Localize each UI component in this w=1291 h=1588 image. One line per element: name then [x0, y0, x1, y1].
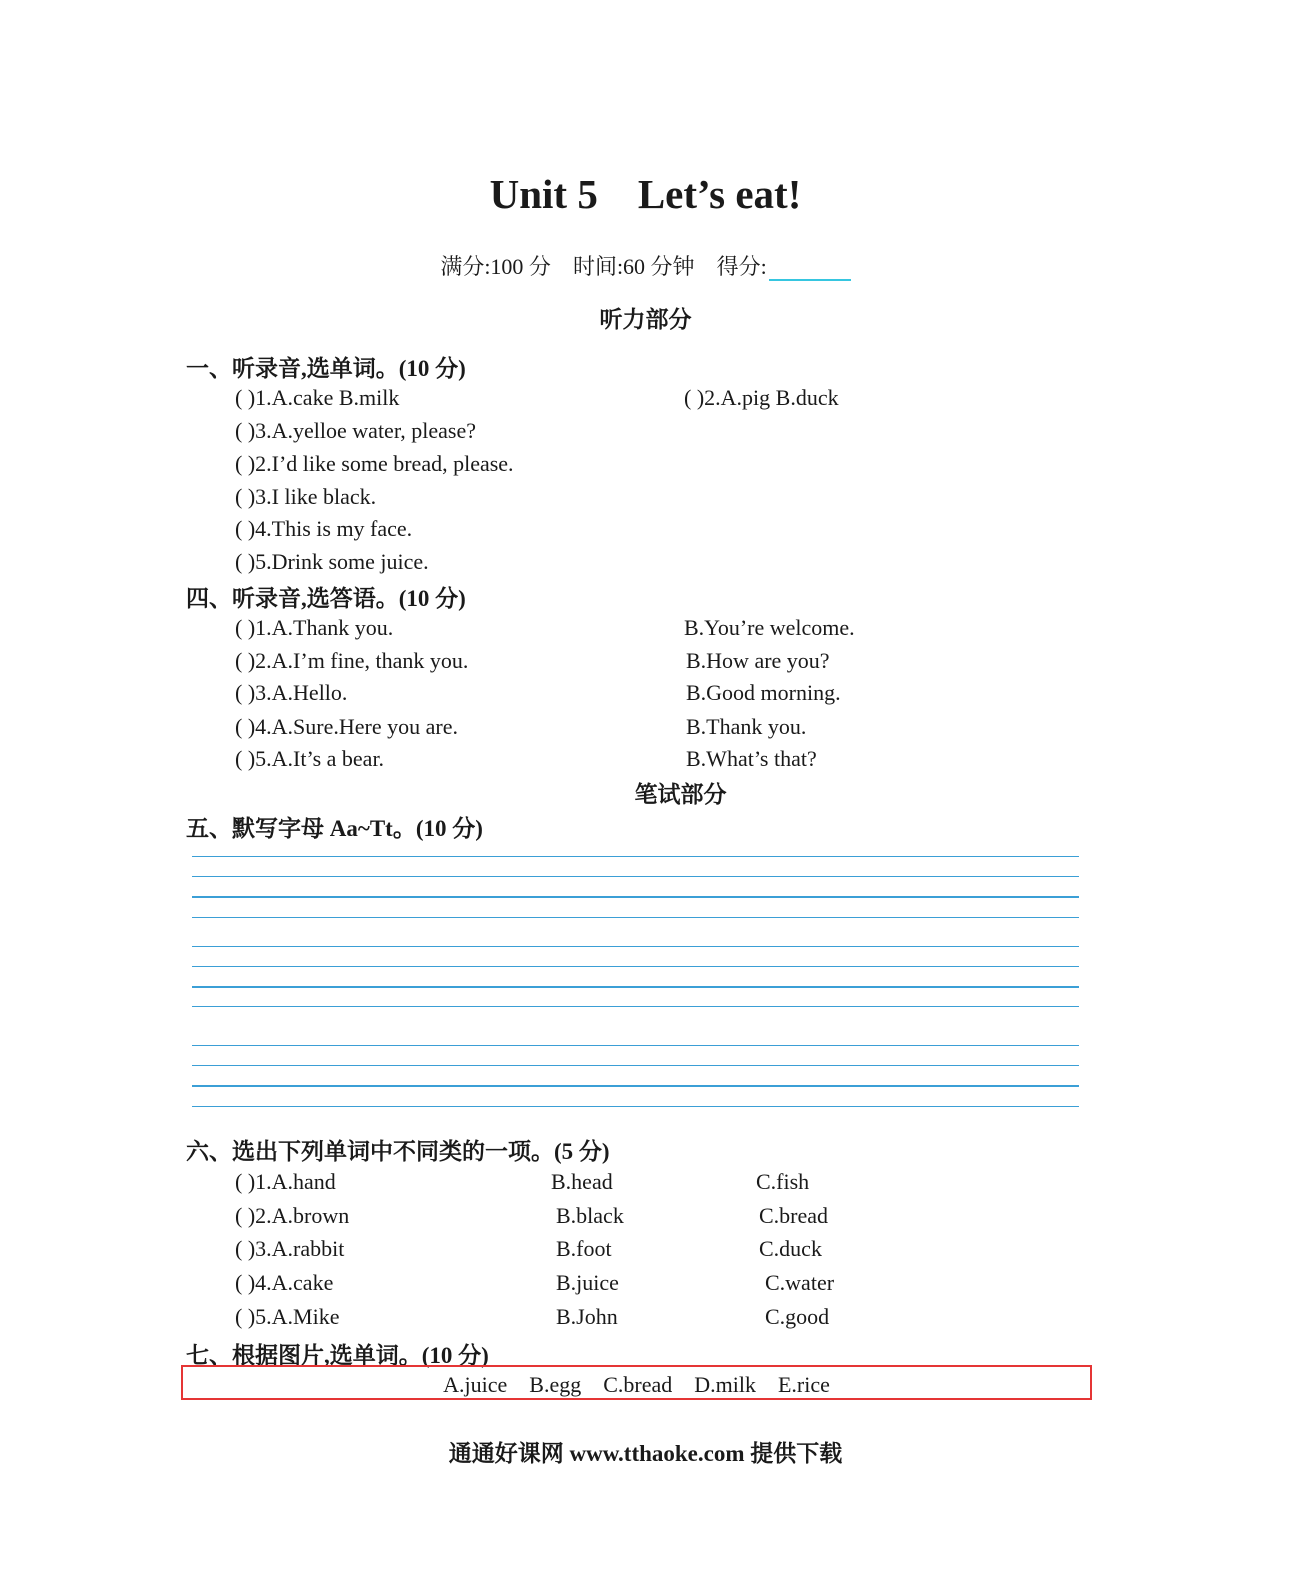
word-bank [183, 1372, 1090, 1398]
section4-item-a: ( )1.A.Thank you. [235, 615, 394, 640]
section6-item-a: ( )1.A.hand [235, 1169, 336, 1194]
section7-heading: 七、根据图片,选单词。(10 分) [186, 1343, 489, 1368]
section6-item-b: B.juice [556, 1270, 619, 1295]
section4-item-b: B.Thank you. [686, 714, 807, 739]
section6-item-a: ( )2.A.brown [235, 1203, 350, 1228]
section4-heading: 四、听录音,选答语。(10 分) [186, 586, 466, 611]
section6-item-a: ( )5.A.Mike [235, 1304, 340, 1329]
section1-item: ( )2.I’d like some bread, please. [235, 451, 514, 476]
section1-item: ( )1.A.cake B.milk [235, 385, 400, 410]
section1-item: ( )4.This is my face. [235, 516, 413, 541]
section4-item-a: ( )4.A.Sure.Here you are. [235, 714, 458, 739]
writing-heading: 笔试部分 [634, 782, 727, 807]
section1-item: ( )2.A.pig B.duck [684, 385, 839, 410]
word-option: A.juice [443, 1372, 508, 1397]
section4-item-a: ( )3.A.Hello. [235, 680, 348, 705]
word-option: B.egg [529, 1372, 582, 1397]
title-name: Let’s eat! [637, 171, 802, 217]
exam-meta [0, 250, 1291, 281]
section6-item-c: C.bread [759, 1203, 829, 1228]
time-limit: 时间:60 分钟 [572, 254, 695, 279]
section6-item-c: C.water [765, 1270, 835, 1295]
section1-item: ( )5.Drink some juice. [235, 549, 429, 574]
section6-item-c: C.fish [756, 1169, 810, 1194]
listening-heading: 听力部分 [599, 307, 692, 332]
section6-item-b: B.head [551, 1169, 613, 1194]
footer-source: 通通好课网 www.tthaoke.com 提供下载 [448, 1441, 843, 1466]
full-score: 满分:100 分 [440, 254, 551, 279]
word-option: D.milk [694, 1372, 756, 1397]
section6-item-b: B.black [556, 1203, 624, 1228]
word-option: C.bread [603, 1372, 673, 1397]
section4-item-b: B.Good morning. [686, 680, 841, 705]
section6-item-c: C.good [765, 1304, 830, 1329]
section4-item-a: ( )2.A.I’m fine, thank you. [235, 648, 469, 673]
section1-item: ( )3.I like black. [235, 484, 377, 509]
section4-item-b: B.You’re welcome. [684, 615, 855, 640]
page-title [0, 170, 1291, 218]
score-label: 得分: [716, 254, 767, 279]
section5-heading: 五、默写字母 Aa~Tt。(10 分) [186, 816, 483, 841]
score-blank[interactable] [769, 255, 851, 281]
section6-item-a: ( )3.A.rabbit [235, 1236, 345, 1261]
title-unit: Unit 5 [489, 171, 598, 217]
section1-item: ( )3.A.yelloe water, please? [235, 418, 477, 443]
section4-item-a: ( )5.A.It’s a bear. [235, 746, 385, 771]
section1-heading: 一、听录音,选单词。(10 分) [186, 356, 466, 381]
section4-item-b: B.What’s that? [686, 746, 817, 771]
section4-item-b: B.How are you? [686, 648, 830, 673]
section6-item-c: C.duck [759, 1236, 822, 1261]
section6-item-b: B.John [556, 1304, 618, 1329]
word-bank-box [181, 1365, 1092, 1400]
section6-heading: 六、选出下列单词中不同类的一项。(5 分) [186, 1139, 610, 1164]
section6-item-a: ( )4.A.cake [235, 1270, 334, 1295]
section6-item-b: B.foot [556, 1236, 612, 1261]
word-option: E.rice [777, 1372, 830, 1397]
